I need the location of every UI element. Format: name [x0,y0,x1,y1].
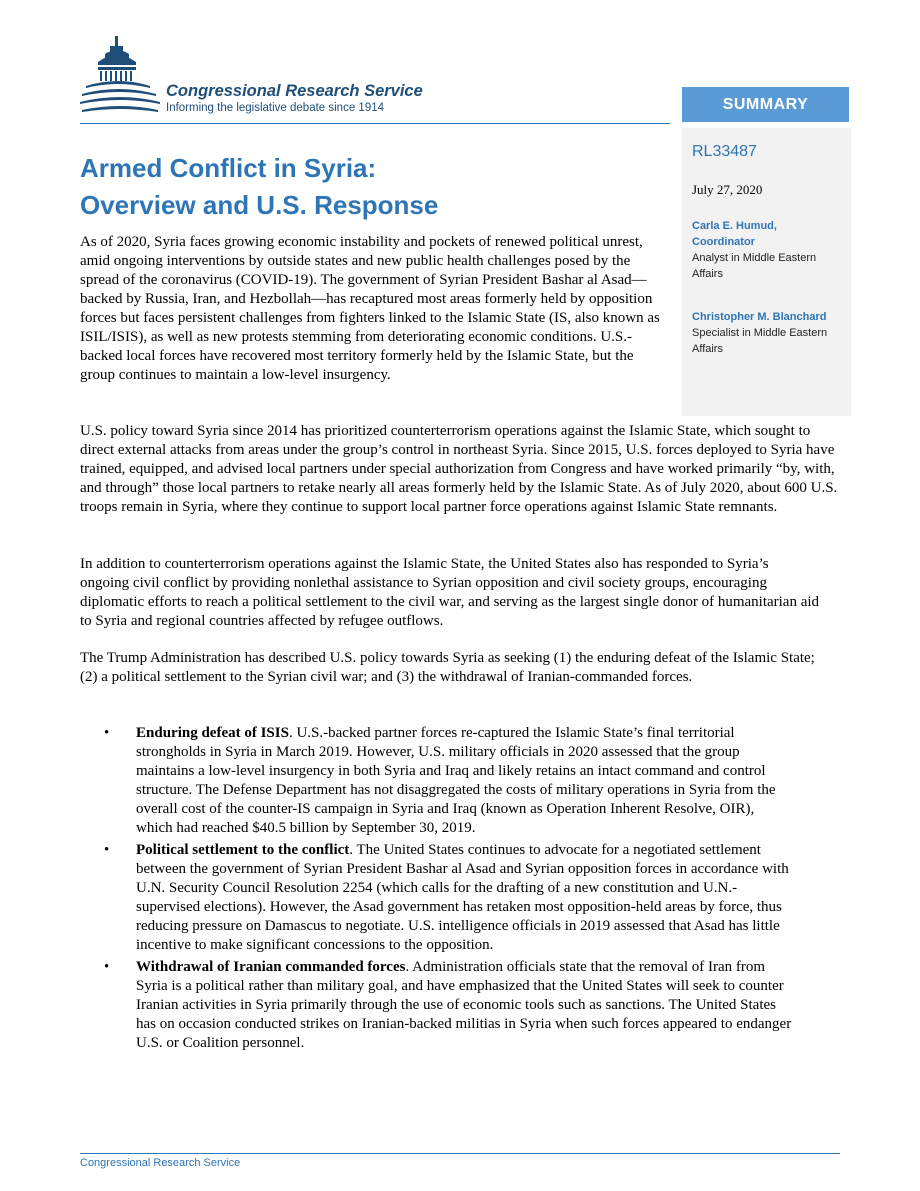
bullet-icon: • [104,959,110,975]
report-title-line-1: Armed Conflict in Syria: [80,153,377,183]
header-divider [80,123,670,124]
capitol-dome-logo-icon [80,34,162,124]
author-name: Christopher M. Blanchard [692,311,827,323]
report-title [80,150,600,224]
bullet-icon: • [104,725,110,741]
policy-goals-list [104,724,794,1056]
footer-divider [80,1153,840,1154]
footer-text: Congressional Research Service [80,1157,241,1169]
summary-tab: SUMMARY [682,87,849,122]
intro-paragraph: As of 2020, Syria faces growing economic instability and pockets of renewed political unrest, amid ongoing interventions by outside states and new public health challenges posed by the spread of the coronavirus (COVID-19). The government of Syrian President Bashar al Asad—backed by Russia, Iran, and Hezbollah—has recaptured most areas formerly held by opposition forces but faces persistent challenges from fighters linked to the Islamic State (IS, also known as ISIL/ISIS), as well as new protests stemming from deteriorating economic conditions. U.S.-backed local forces have recovered most territory formerly held by the Islamic State, but the group continues to maintain a low-level insurgency. [80,234,660,383]
bullet-body: . U.S.-backed partner forces re-captured the Islamic State’s final territorial strongholds in Syria in March 2019. However, U.S. military officials in 2020 assessed that the group maintains a low-level insurgency in both Syria and Iraq and likely retains an intact command and control structure. The Defense Department has not disaggregated the costs of military operations in Syria from the overall cost of the counter-IS campaign in Syria and Iraq (known as Operation Inherent Resolve, OIR), which had reached $40.5 billion by September 30, 2019. [136,725,776,836]
author-name: Carla E. Humud, [692,220,777,232]
bullet-heading: Withdrawal of Iranian commanded forces [136,959,406,975]
list-item [104,841,794,955]
author-coordinator-label: Coordinator [692,236,755,248]
list-item [104,724,794,838]
author-title: Specialist in Middle Eastern Affairs [692,327,828,355]
bullet-body: . The United States continues to advocate for a negotiated settlement between the government of Syrian President Bashar al Asad and Syrian opposition forces in accordance with U.N. Security Council Resolution 2254 (which calls for the drafting of a new constitution and U.N.-supervised elections). However, the Asad government has retaken most opposition-held areas by force, thus reducing pressure on Damascus to negotiate. U.S. intelligence officials in 2019 assessed that Asad has little incentive to make significant concessions to the opposition. [136,842,789,953]
body-paragraph: The Trump Administration has described U.S. policy towards Syria as seeking (1) the enduring defeat of the Islamic State; (2) a political settlement to the Syrian civil war; and (3) the withdrawal of Iranian-commanded forces. [80,650,815,685]
bullet-icon: • [104,842,110,858]
author-block [692,309,844,357]
list-item [104,958,794,1053]
body-paragraph: In addition to counterterrorism operations against the Islamic State, the United States also has responded to Syria’s ongoing civil conflict by providing nonlethal assistance to Syrian opposition and civil society groups, encouraging diplomatic efforts to reach a political settlement to the civil war, and serving as the largest single donor of humanitarian aid to Syria and regional countries affected by refugee outflows. [80,556,820,629]
organization-tagline: Informing the legislative debate since 1914 [166,102,385,114]
report-date: July 27, 2020 [692,182,763,197]
author-block [692,218,844,282]
bullet-body: . Administration officials state that the removal of Iran from Syria is a political rather than military goal, and have emphasized that the United States will seek to counter Iranian activities in Syria primarily through the use of economic tools such as sanctions. The United States has on occasion conducted strikes on Iranian-backed militias in Syria when such forces appeared to endanger U.S. or Coalition personnel. [136,959,792,1051]
bullet-heading: Political settlement to the conflict [136,842,350,858]
report-number: RL33487 [692,143,757,160]
bullet-heading: Enduring defeat of ISIS [136,725,289,741]
organization-name: Congressional Research Service [166,82,423,100]
report-title-line-2: Overview and U.S. Response [80,190,439,220]
body-paragraph: U.S. policy toward Syria since 2014 has prioritized counterterrorism operations against the Islamic State, which sought to direct external attacks from areas under the group’s control in northeast Syria. Since 2015, U.S. forces deployed to Syria have trained, equipped, and advised local partners under special authorization from Congress and have worked primarily “by, with, and through” those local partners to retake nearly all areas formerly held by the Islamic State. As of July 2020, about 600 U.S. troops remain in Syria, where they continue to support local partner force operations against Islamic State remnants. [80,423,838,515]
author-title: Analyst in Middle Eastern Affairs [692,252,817,280]
